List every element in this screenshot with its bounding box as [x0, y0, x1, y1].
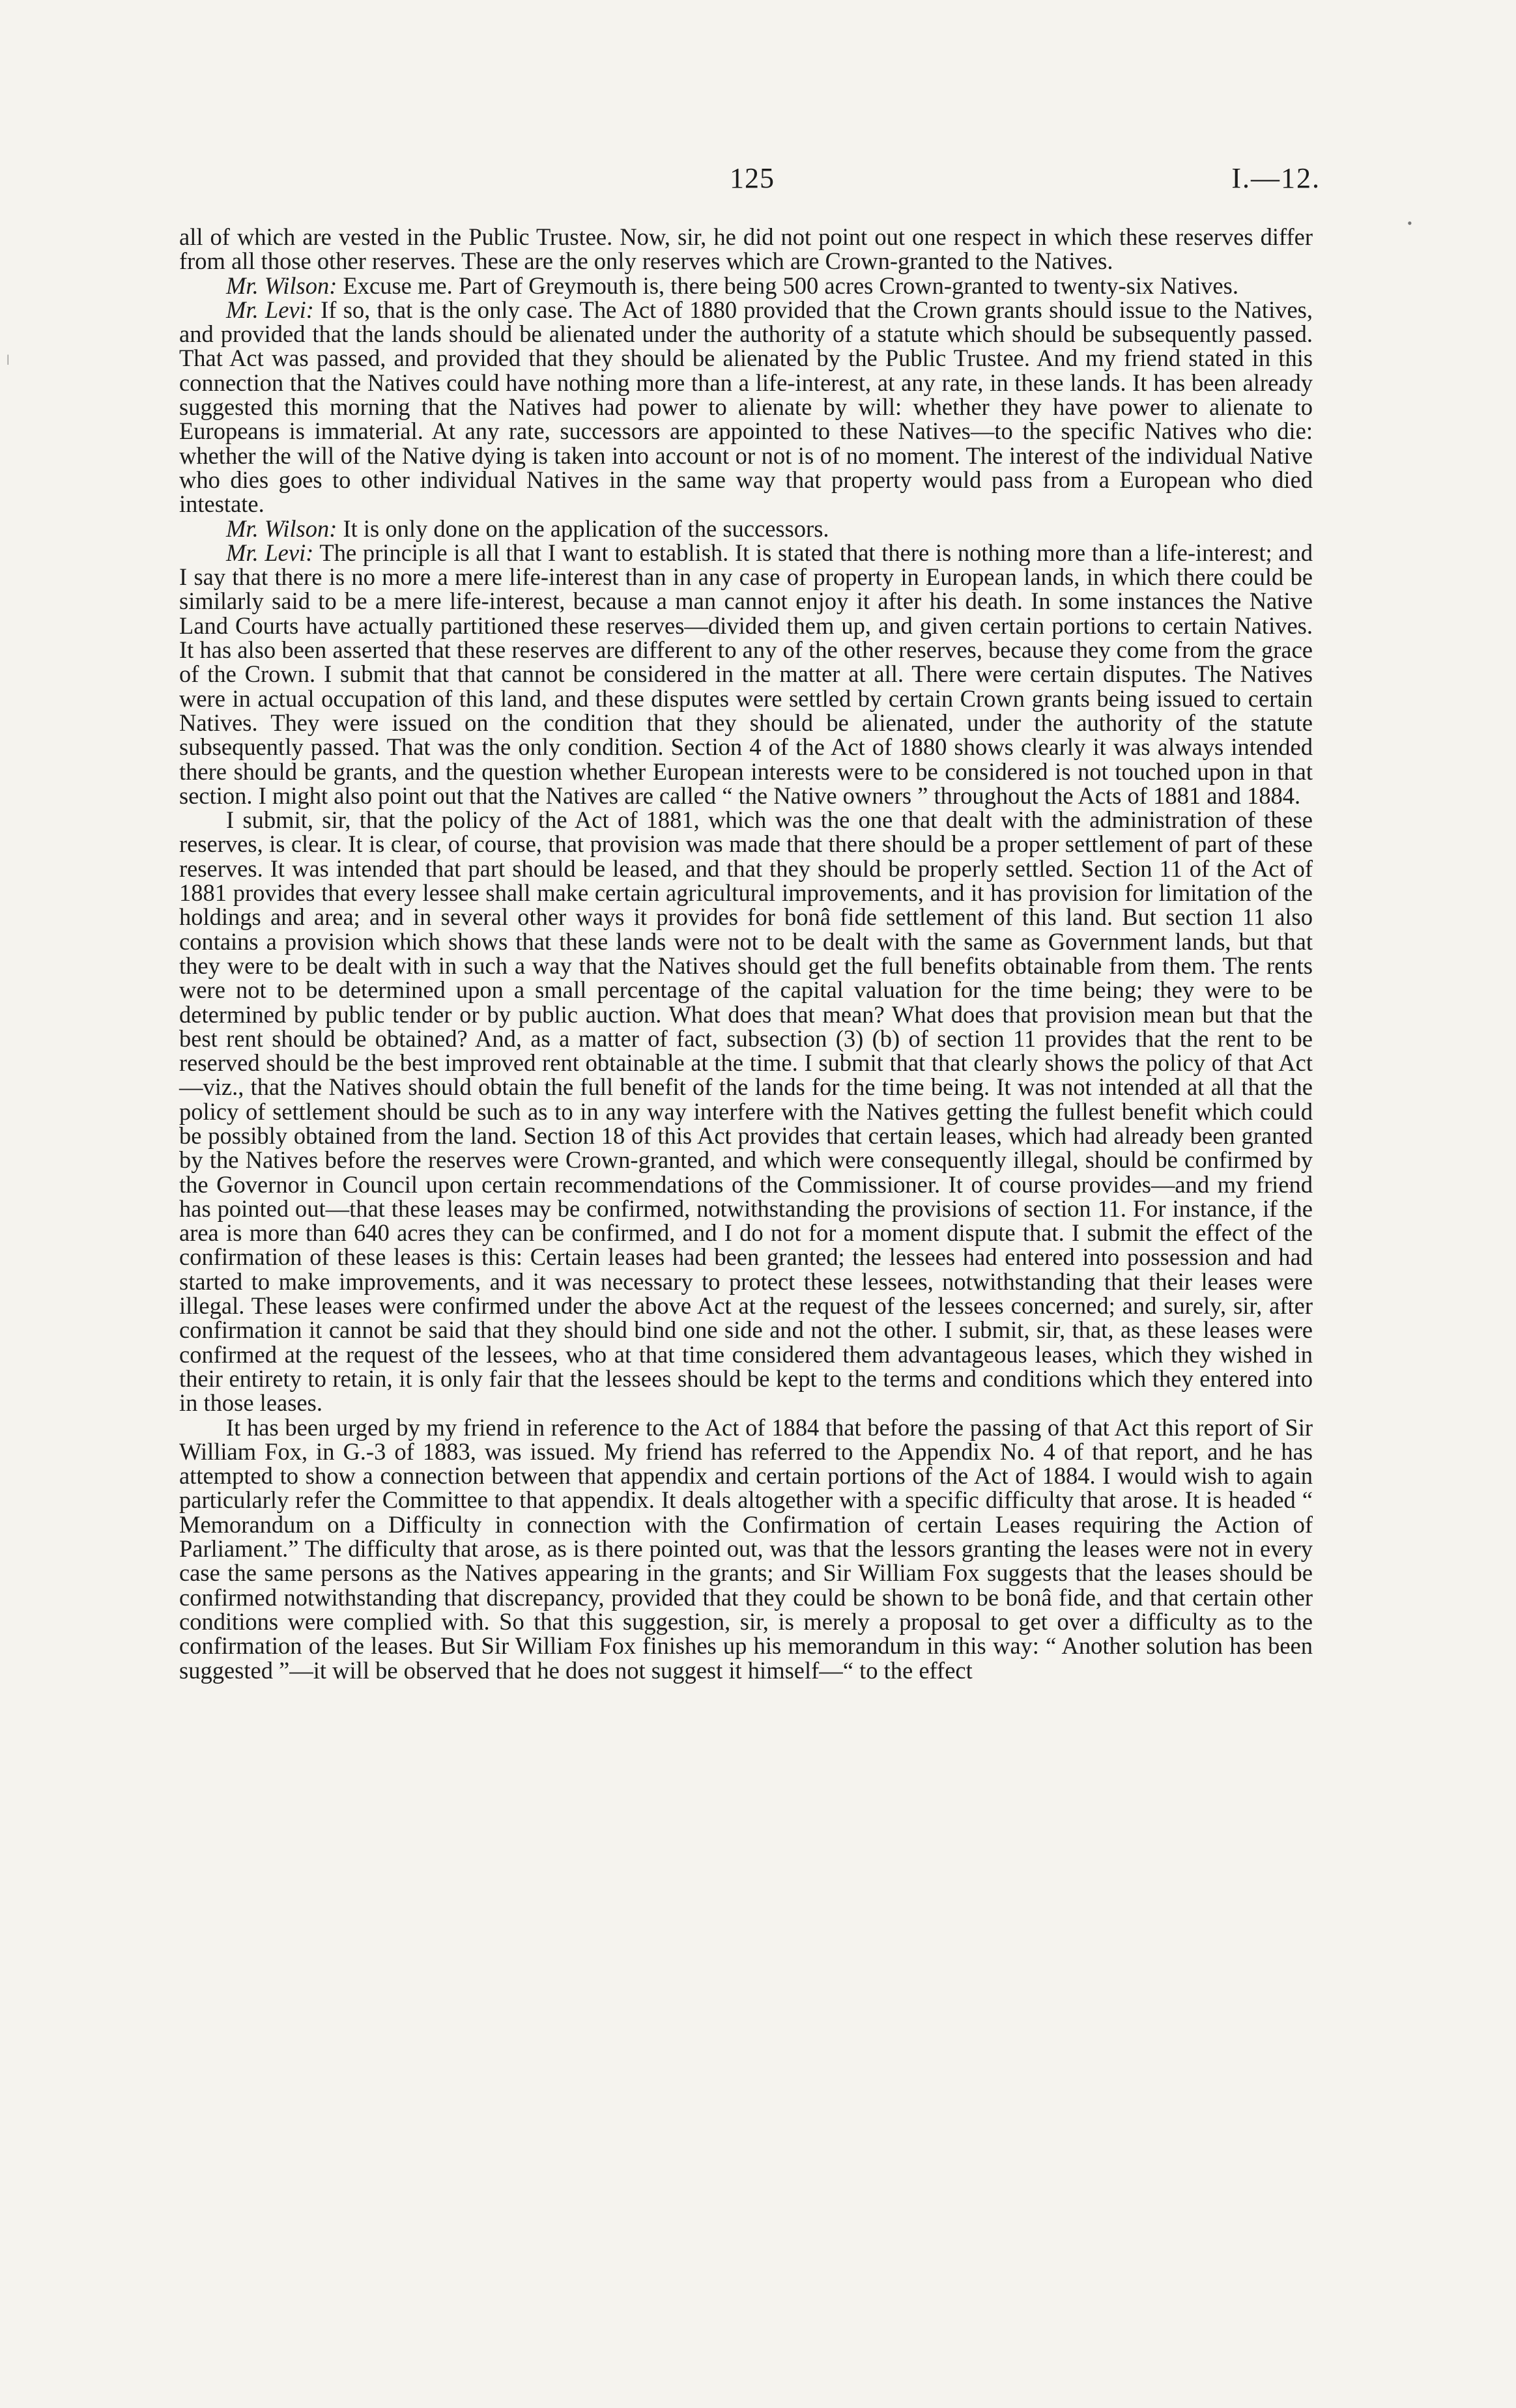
- page-number: 125: [730, 162, 775, 194]
- paragraph-text: It has been urged by my friend in reference to the Act of 1884 that before the passing of that Act this report of Sir William Fox, in G.-3 of 1883, was issued. My friend has referred to the Appendix No. 4 of that report, and he has attempted to show a connection between that appendix and certain portions of the Act of 1884. I would wish to again particularly refer the Committee to that appendix. It deals altogether with a specific difficulty that arose. It is headed “ Memorandum on a Difficulty in connection with the Confirmation of certain Leases requiring the Action of Parliament.” The difficulty that arose, as is there pointed out, was that the lessors granting the leases were not in every case the same persons as the Natives appearing in the grants; and Sir William Fox suggests that the leases should be confirmed notwithstanding that discrepancy, provided that they could be shown to be bonâ fide, and that certain other conditions were complied with. So that this suggestion, sir, is merely a proposal to get over a difficulty as to the confirmation of the leases. But Sir William Fox finishes up his memorandum in this way: “ Another solution has been suggested ”—it will be observed that he does not suggest it himself—“ to the effect: [179, 1413, 1313, 1684]
- margin-mark: •: [1407, 215, 1412, 231]
- speaker-name: Mr. Wilson:: [226, 272, 337, 299]
- paragraph: [179, 298, 1313, 517]
- margin-mark: ǀ: [7, 352, 10, 368]
- paragraph-text: The principle is all that I want to establish. It is stated that there is nothing more than a life-interest; and I say that there is no more a mere life-interest than in any case of property in European lands, in which there could be similarly said to be a mere life-interest, because a man cannot enjoy it after his death. In some instances the Native Land Courts have actually partitioned these reserves—divided them up, and given certain portions to certain Natives. It has also been asserted that these reserves are different to any of the other reserves, because they come from the grace of the Crown. I submit that that cannot be considered in the matter at all. There were certain disputes. The Natives were in actual occupation of this land, and these disputes were settled by certain Crown grants being issued to certain Natives. They were issued on the condition that they should be alienated, under the authority of the statute subsequently passed. That was the only condition. Section 4 of the Act of 1880 shows clearly it was always intended there should be grants, and the question whether European interests were to be considered is not touched upon in that section. I might also point out that the Natives are called “ the Native owners ” throughout the Acts of 1881 and 1884.: [179, 539, 1313, 809]
- paragraph-text: all of which are vested in the Public Trustee. Now, sir, he did not point out one respect in which these reserves differ from all those other reserves. These are the only reserves which are Crown-granted to the Natives.: [179, 223, 1313, 275]
- paragraph: [179, 808, 1313, 1415]
- paragraph: [179, 517, 1313, 541]
- body-text: [179, 225, 1313, 1682]
- paragraph: [179, 225, 1313, 274]
- paragraph: [179, 274, 1313, 298]
- paragraph-text: If so, that is the only case. The Act of 1880 provided that the Crown grants should issue to the Natives, and provided that the lands should be alienated under the authority of a statute which should be subsequently passed. That Act was passed, and provided that they should be alienated by the Public Trustee. And my friend stated in this connection that the Natives could have nothing more than a life-interest, at any rate, in these lands. It has been already suggested this morning that the Natives had power to alienate by will: whether they have power to alienate to Europeans is immaterial. At any rate, successors are appointed to these Natives—to the specific Natives who die: whether the will of the Native dying is taken into account or not is of no moment. The interest of the individual Native who dies goes to other individual Natives in the same way that property would pass from a European who died intestate.: [179, 296, 1313, 518]
- speaker-name: Mr. Levi:: [226, 296, 314, 323]
- document-reference: I.—12.: [1231, 162, 1321, 194]
- paragraph: [179, 1415, 1313, 1682]
- speaker-name: Mr. Levi:: [226, 539, 314, 566]
- paragraph: [179, 541, 1313, 808]
- paragraph-text: Excuse me. Part of Greymouth is, there being 500 acres Crown-granted to twenty-six Natives.: [337, 272, 1238, 299]
- paragraph-text: It is only done on the application of the successors.: [337, 515, 829, 542]
- paragraph-text: I submit, sir, that the policy of the Act of 1881, which was the one that dealt with the administration of these reserves, is clear. It is clear, of course, that provision was made that there should be a proper settlement of part of these reserves. It was intended that part should be leased, and that they should be properly settled. Section 11 of the Act of 1881 provides that every lessee shall make certain agricultural improvements, and it has provision for limitation of the holdings and area; and in several other ways it provides for bonâ fide settlement of this land. But section 11 also contains a provision which shows that these lands were not to be dealt with the same as Government lands, but that they were to be dealt with in such a way that the Natives should get the full benefits obtainable from them. The rents were not to be determined upon a small percentage of the capital valuation for the time being; they were to be determined by public tender or by public auction. What does that mean? What does that provision mean but that the best rent should be obtained? And, as a matter of fact, subsection (3) (b) of section 11 provides that the rent to be reserved should be the best improved rent obtainable at the time. I submit that that clearly shows the policy of that Act—viz., that the Natives should obtain the full benefit of the lands for the time being. It was not intended at all that the policy of settlement should be such as to in any way interfere with the Natives getting the fullest benefit which could be possibly obtained from the land. Section 18 of this Act provides that certain leases, which had already been granted by the Natives before the reserves were Crown-granted, and which were consequently illegal, should be confirmed by the Governor in Council upon certain recommendations of the Commissioner. It of course provides—and my friend has pointed out—that these leases may be confirmed, notwithstanding the provisions of section 11. For instance, if the area is more than 640 acres they can be confirmed, and I do not for a moment dispute that. I submit the effect of the confirmation of these leases is this: Certain leases had been granted; the lessees had entered into possession and had started to make improvements, and it was necessary to protect these lessees, notwithstanding that their leases were illegal. These leases were confirmed under the above Act at the request of the lessees concerned; and surely, sir, after confirmation it cannot be said that they should bind one side and not the other. I submit, sir, that, as these leases were confirmed at the request of the lessees, who at that time considered them advantageous leases, which they wished in their entirety to retain, it is only fair that the lessees should be kept to the terms and conditions which they entered into in those leases.: [179, 806, 1313, 1417]
- speaker-name: Mr. Wilson:: [226, 515, 337, 542]
